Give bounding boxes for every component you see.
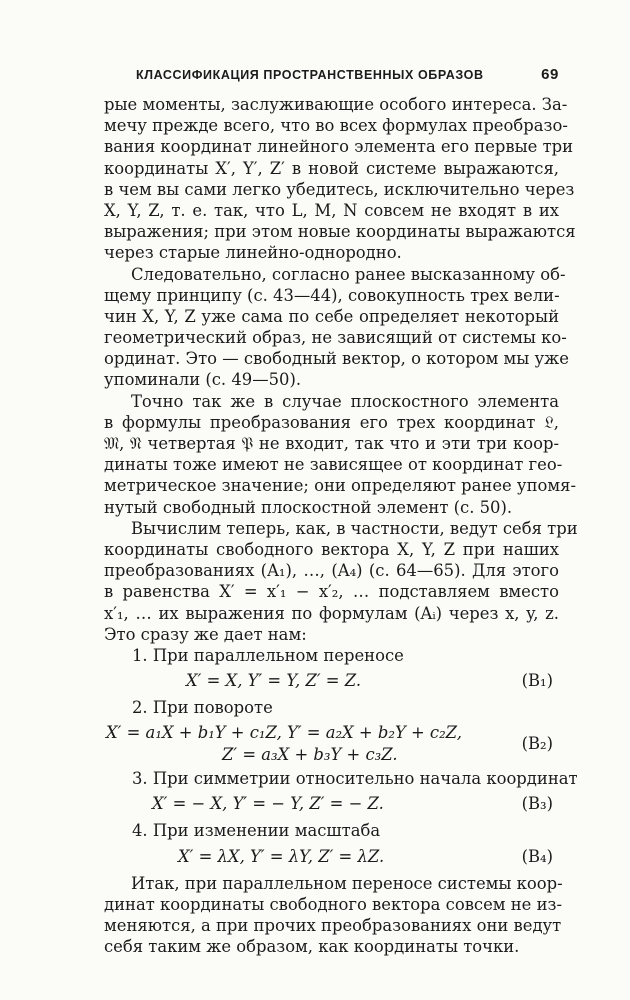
text-line: себя таким же образом, как координаты точки. bbox=[104, 937, 520, 957]
formula-b1 bbox=[104, 666, 559, 695]
running-header-title: КЛАССИФИКАЦИЯ ПРОСТРАНСТВЕННЫХ ОБРАЗОВ bbox=[136, 68, 484, 82]
formula-b2 bbox=[104, 718, 559, 766]
text-line: преобразованиях (A₁), …, (A₄) (с. 64—65). Для этого bbox=[104, 561, 559, 581]
formula-b3-equation: X′ = − X, Y′ = − Y, Z′ = − Z. bbox=[152, 794, 384, 814]
text-line: метрическое значение; они определяют ранее упомя- bbox=[104, 476, 576, 496]
text-line: динат координаты свободного вектора совсем не из- bbox=[104, 894, 562, 914]
text-line: 𝔐, 𝔑 четвертая 𝔓 не входит, так что и эти три коор- bbox=[104, 434, 559, 453]
running-header bbox=[104, 66, 559, 86]
formula-b4-equation: X′ = λX, Y′ = λY, Z′ = λZ. bbox=[178, 846, 385, 866]
text-line: координаты свободного вектора X, Y, Z при наших bbox=[104, 539, 559, 559]
formula-b3-tag: (B₃) bbox=[521, 794, 553, 814]
text-line: Это сразу же дает нам: bbox=[104, 624, 307, 644]
text-line: X, Y, Z, т. е. так, что L, M, N совсем не входят в их bbox=[104, 200, 559, 220]
text-line: в равенства X′ = x′₁ − x′₂, … подставляем вместо bbox=[104, 582, 559, 602]
formula-b2-equation-1: X′ = a₁X + b₁Y + c₁Z, Y′ = a₂X + b₂Y + c₂Z, bbox=[106, 723, 462, 743]
text-line: Следовательно, согласно ранее высказанному об- bbox=[131, 264, 566, 284]
text-line: упоминали (с. 49—50). bbox=[104, 370, 302, 390]
text-line: ординат. Это — свободный вектор, о котором мы уже bbox=[104, 349, 569, 369]
text-line: Итак, при параллельном переносе системы коор- bbox=[131, 873, 563, 893]
list-item-translation: 1. При параллельном переносе bbox=[132, 645, 404, 665]
text-line: мечу прежде всего, что во всех формулах преобразо- bbox=[104, 116, 568, 136]
text-line: нутый свободный плоскостной элемент (с. 50). bbox=[104, 497, 513, 517]
text-line: геометрический образ, не зависящий от системы ко- bbox=[104, 328, 567, 348]
text-line: меняются, а при прочих преобразованиях они ведут bbox=[104, 916, 562, 935]
list-item-symmetry: 3. При симметрии относительно начала координат bbox=[132, 769, 578, 789]
text-line: в формулы преобразования его трех координат 𝔏, bbox=[104, 412, 559, 432]
list-item-rotation: 2. При повороте bbox=[132, 698, 273, 718]
page-number: 69 bbox=[541, 66, 559, 83]
text-line: координаты X′, Y′, Z′ в новой системе выражаются, bbox=[104, 158, 559, 178]
formula-b4-tag: (B₄) bbox=[521, 846, 553, 866]
text-line: в чем вы сами легко убедитесь, исключительно через bbox=[104, 179, 575, 199]
text-line: через старые линейно-однородно. bbox=[104, 243, 402, 263]
formula-b4 bbox=[104, 842, 559, 871]
formula-b1-tag: (B₁) bbox=[521, 671, 553, 691]
text-line: Точно так же в случае плоскостного элемента bbox=[131, 391, 559, 411]
text-line: чин X, Y, Z уже сама по себе определяет некоторый bbox=[104, 306, 559, 326]
text-line: Вычислим теперь, как, в частности, ведут себя три bbox=[131, 518, 578, 538]
formula-b3 bbox=[104, 789, 559, 818]
formula-b2-equation-2: Z′ = a₃X + b₃Y + c₃Z. bbox=[222, 745, 398, 765]
text-line: щему принципу (с. 43—44), совокупность трех вели- bbox=[104, 285, 560, 305]
page-body bbox=[104, 94, 578, 957]
text-line: рые моменты, заслуживающие особого интереса. За- bbox=[104, 95, 568, 114]
formula-b1-equation: X′ = X, Y′ = Y, Z′ = Z. bbox=[186, 671, 362, 691]
formula-b2-tag: (B₂) bbox=[521, 734, 553, 754]
list-item-scaling: 4. При изменении масштаба bbox=[132, 821, 381, 841]
text-line: вания координат линейного элемента его первые три bbox=[104, 137, 574, 157]
text-line: выражения; при этом новые координаты выражаются bbox=[104, 222, 576, 242]
text-line: x′₁, … их выражения по формулам (Aᵢ) через x, y, z. bbox=[104, 603, 559, 623]
text-line: динаты тоже имеют не зависящее от координат гео- bbox=[104, 455, 563, 475]
